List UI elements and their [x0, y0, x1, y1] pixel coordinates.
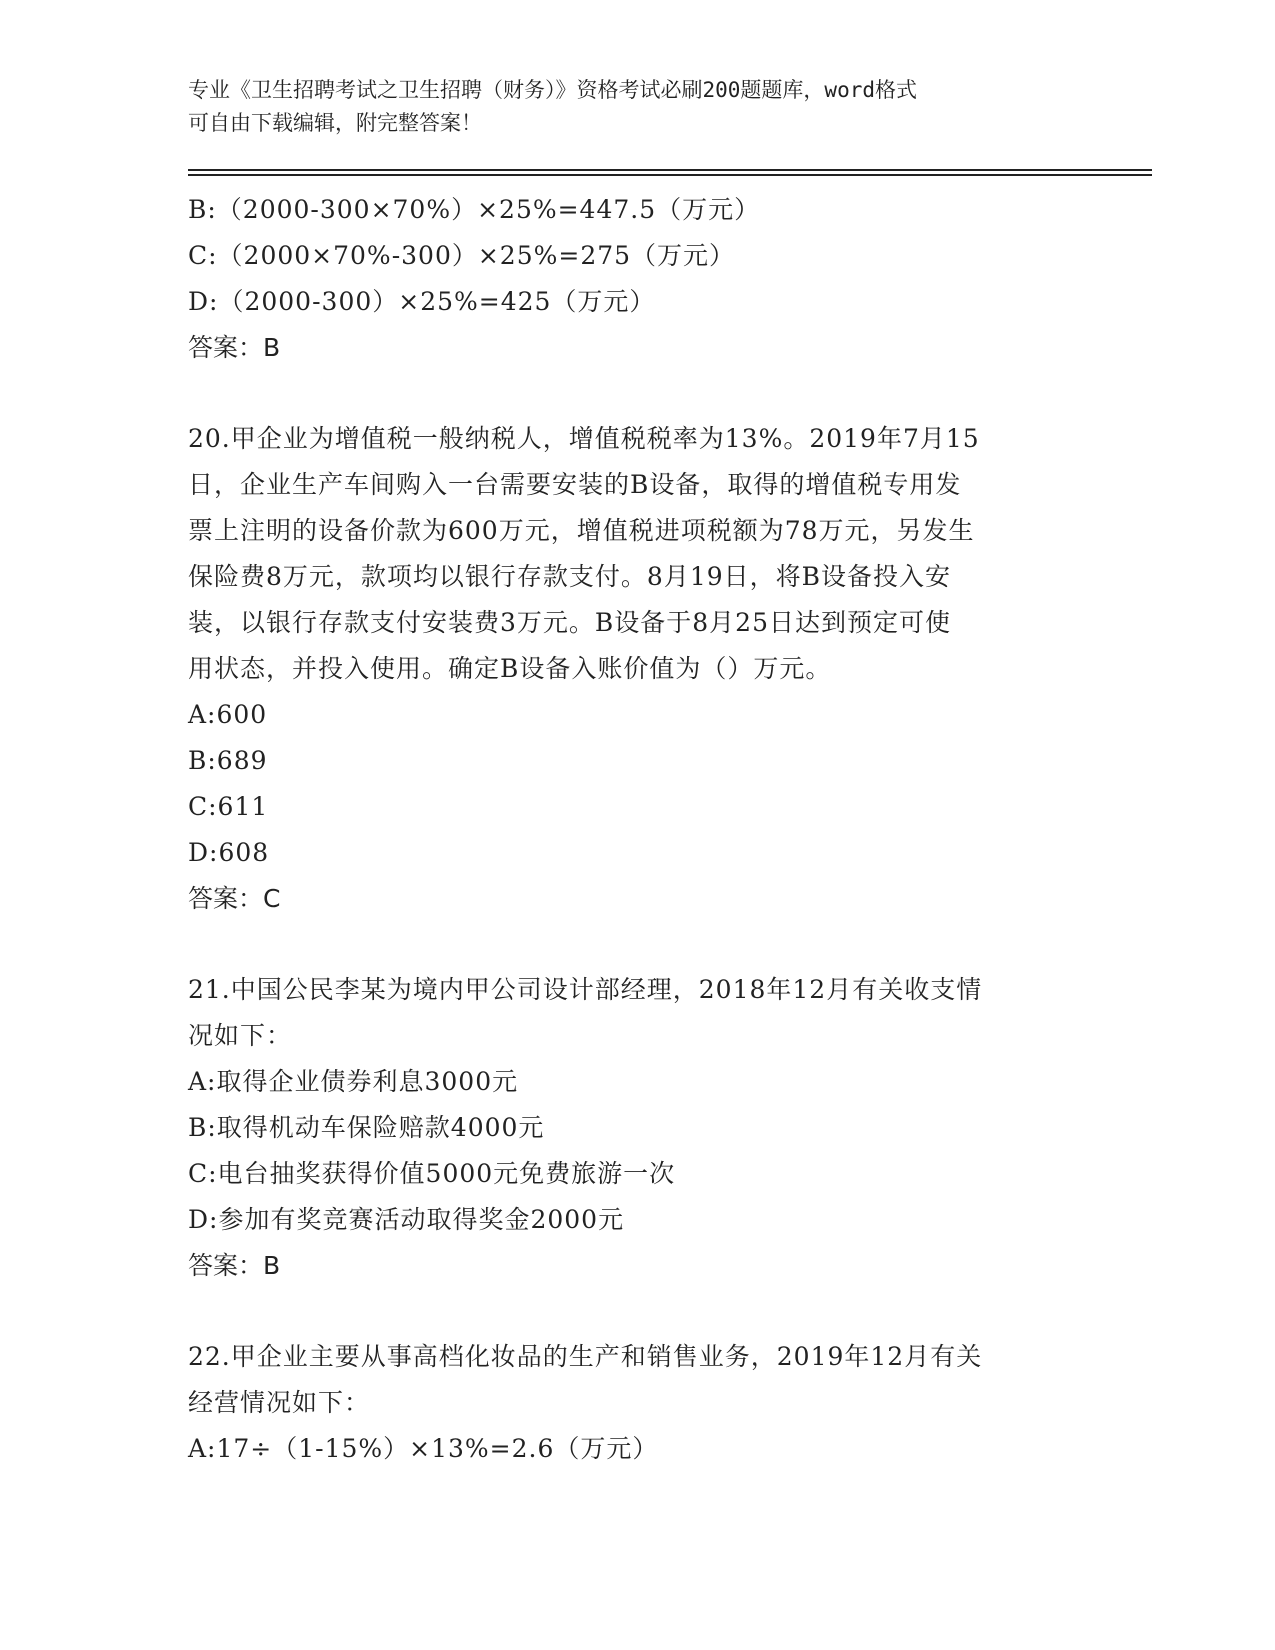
spacer [188, 371, 1068, 416]
question-text-line: 20.甲企业为增值税一般纳税人，增值税税率为13%。2019年7月15 [188, 424, 980, 453]
question-text-line: 经营情况如下： [188, 1388, 371, 1417]
previous-question-tail [188, 187, 1068, 371]
answer-line: 答案：B [188, 333, 281, 362]
question-text-line: 22.甲企业主要从事高档化妆品的生产和销售业务，2019年12月有关 [188, 1342, 983, 1371]
page-header [188, 74, 1068, 140]
question-20 [188, 416, 1068, 922]
option-c: C:电台抽奖获得价值5000元免费旅游一次 [188, 1159, 676, 1188]
option-b: B:（2000-300×70%）×25%=447.5（万元） [188, 195, 761, 224]
answer-line: 答案：C [188, 884, 281, 913]
option-b: B:689 [188, 746, 268, 775]
option-b: B:取得机动车保险赔款4000元 [188, 1113, 545, 1142]
header-rule-top [188, 169, 1152, 171]
header-line-2: 可自由下载编辑，附完整答案！ [188, 111, 482, 135]
option-d: D:（2000-300）×25%=425（万元） [188, 287, 656, 316]
question-text-line: 装，以银行存款支付安装费3万元。B设备于8月25日达到预定可使 [188, 608, 951, 637]
question-text-line: 况如下： [188, 1021, 293, 1050]
option-d: D:608 [188, 838, 270, 867]
option-c: C:（2000×70%-300）×25%=275（万元） [188, 241, 736, 270]
option-a: A:取得企业债券利息3000元 [188, 1067, 519, 1096]
question-text-line: 日，企业生产车间购入一台需要安装的B设备，取得的增值税专用发 [188, 470, 962, 499]
question-text-line: 用状态，并投入使用。确定B设备入账价值为（）万元。 [188, 654, 832, 683]
question-text-line: 票上注明的设备价款为600万元，增值税进项税额为78万元，另发生 [188, 516, 975, 545]
header-rule-bottom [188, 174, 1152, 176]
option-d: D:参加有奖竞赛活动取得奖金2000元 [188, 1205, 625, 1234]
spacer [188, 1289, 1068, 1334]
question-text-line: 21.中国公民李某为境内甲公司设计部经理，2018年12月有关收支情 [188, 975, 983, 1004]
option-a: A:17÷（1-15%）×13%=2.6（万元） [188, 1434, 659, 1463]
spacer [188, 922, 1068, 967]
document-body [188, 187, 1068, 1472]
header-line-1: 专业《卫生招聘考试之卫生招聘（财务）》资格考试必刷200题题库，word格式 [188, 78, 917, 102]
answer-line: 答案：B [188, 1251, 281, 1280]
question-text-line: 保险费8万元，款项均以银行存款支付。8月19日，将B设备投入安 [188, 562, 951, 591]
option-c: C:611 [188, 792, 269, 821]
option-a: A:600 [188, 700, 268, 729]
question-22 [188, 1334, 1068, 1472]
question-21 [188, 967, 1068, 1289]
